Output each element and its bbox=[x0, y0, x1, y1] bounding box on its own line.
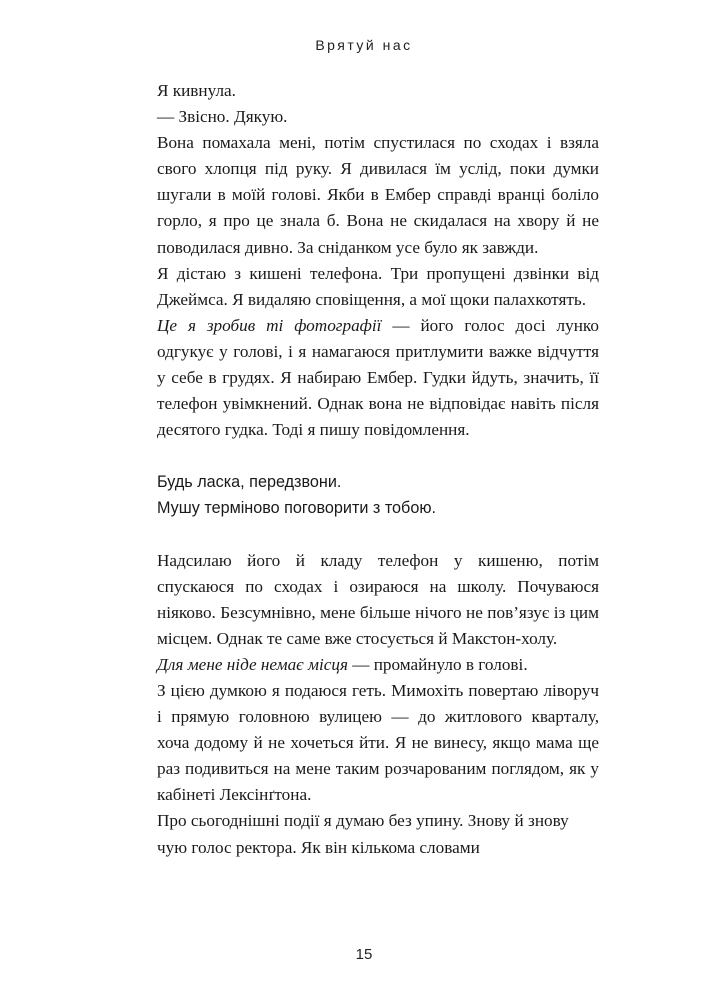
paragraph: З цією думкою я подаюся геть. Мимохіть повертаю ліворуч і прямую головною вулицею — до житлового кварталу, хоча додому й не хочеться йти. Я не винесу, якщо мама ще раз подивиться на мене таким розчарованим поглядом, як у кабінеті Лексінґтона. bbox=[157, 680, 599, 805]
sms-message-line: Мушу терміново поговорити з тобою. bbox=[157, 499, 436, 518]
dialogue-line: — Звісно. Дякую. bbox=[157, 107, 288, 127]
page-number: 15 bbox=[355, 946, 373, 963]
paragraph: Я кивнула. bbox=[157, 81, 236, 100]
body-text bbox=[157, 78, 599, 861]
italic-thought: Це я зробив ті фотографії bbox=[157, 315, 382, 335]
paragraph-text: — його голос досі лунко одгукує у голові, і я намагаюся притлумити важке відчуття у себе в грудях. Я набираю Ембер. Гудки йдуть, значить, її телефон увімкнений. Однак вона не відповідає навіть після десятого гудка. Тоді я пишу повідомлення. bbox=[157, 315, 599, 440]
paragraph bbox=[157, 313, 599, 443]
paragraph bbox=[157, 652, 599, 678]
italic-thought: Для мене ніде немає місця bbox=[157, 654, 348, 674]
paragraph: Надсилаю його й кладу телефон у кишеню, потім спускаюся по сходах і озираюся на школу. Почуваюся ніяково. Безсумнівно, мене більше нічого не пов’язує із цим місцем. Однак те саме вже стосується й Макстон-холу. bbox=[157, 550, 599, 648]
paragraph-text: — промайнуло в голові. bbox=[347, 654, 528, 674]
sms-message-line: Будь ласка, передзвони. bbox=[157, 473, 342, 492]
paragraph: Про сьогоднішні події я думаю без упину. Знову й знову чую голос ректора. Як він кількома словами bbox=[157, 811, 569, 857]
spacer bbox=[157, 443, 599, 469]
running-header: Врятуй нас bbox=[315, 37, 413, 53]
spacer bbox=[157, 522, 599, 548]
paragraph: Я дістаю з кишені телефона. Три пропущені дзвінки від Джеймса. Я видаляю сповіщення, а мої щоки палахкотять. bbox=[157, 263, 599, 309]
paragraph: Вона помахала мені, потім спустилася по сходах і взяла свого хлопця під руку. Я дивилася їм услід, поки думки шугали в моїй голові. Якби в Ембер справді вранці боліло горло, я про це знала б. Вона не скидалася на хвору й не поводилася дивно. За сніданком усе було як завжди. bbox=[157, 133, 599, 257]
